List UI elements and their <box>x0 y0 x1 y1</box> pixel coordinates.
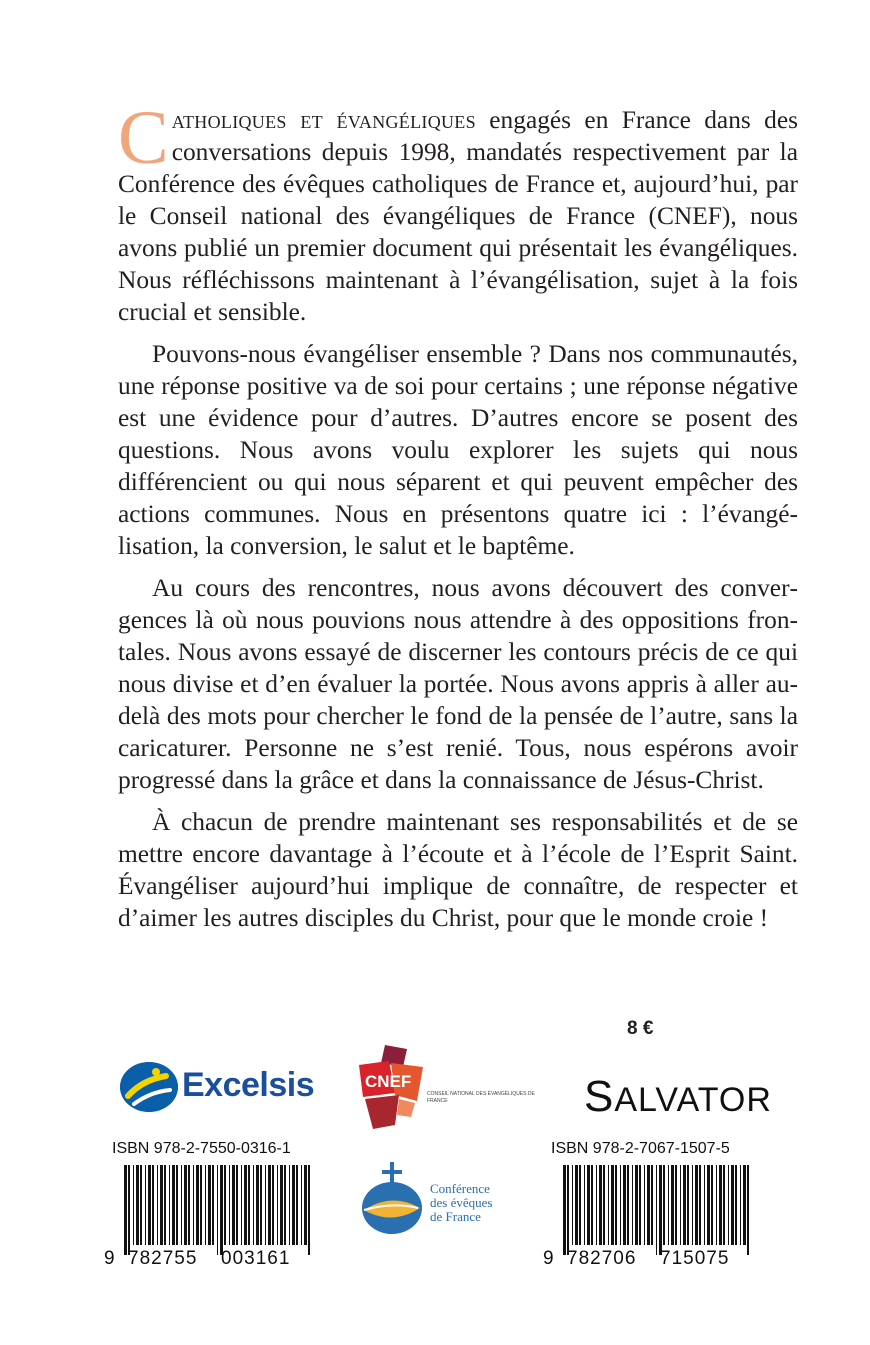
barcode-bar <box>707 1165 710 1245</box>
barcode-bar <box>217 1165 218 1255</box>
blurb-text <box>118 96 798 934</box>
barcode-bar <box>587 1165 590 1245</box>
barcode-bar <box>277 1165 278 1245</box>
paragraph-1 <box>118 96 798 328</box>
barcode-bar <box>723 1165 725 1245</box>
barcode-bar <box>728 1165 729 1245</box>
barcode-bar <box>632 1165 633 1245</box>
barcode-bar <box>304 1165 307 1245</box>
barcode-bar <box>140 1165 142 1245</box>
barcode-bar <box>265 1165 266 1245</box>
barcode-bar <box>253 1165 254 1245</box>
barcode-bar <box>292 1165 295 1245</box>
cef-name <box>430 1182 520 1224</box>
barcode-bar <box>200 1165 202 1245</box>
barcode-bar <box>181 1165 182 1245</box>
barcode-bar <box>704 1165 705 1245</box>
barcode-bar <box>671 1165 674 1245</box>
barcode-bar <box>651 1165 653 1245</box>
barcode-bar <box>224 1165 226 1245</box>
barcode-bar <box>711 1165 713 1245</box>
barcode-bar <box>584 1165 585 1245</box>
barcode-bar <box>232 1165 235 1245</box>
barcode-bar <box>692 1165 693 1245</box>
barcode-bar <box>133 1165 134 1245</box>
barcode-bar <box>244 1165 247 1245</box>
cef-fish-cross-icon <box>358 1162 428 1242</box>
barcode-left <box>120 1165 315 1255</box>
barcode-bar <box>687 1165 689 1245</box>
barcode-bar <box>743 1165 746 1245</box>
barcode-bar <box>572 1165 573 1245</box>
isbn-right: ISBN 978-2-7067-1507-5 <box>551 1140 730 1157</box>
barcode-bar <box>236 1165 238 1245</box>
barcode-bar <box>659 1165 662 1255</box>
barcode-bar <box>716 1165 717 1245</box>
barcode-bar <box>639 1165 641 1245</box>
barcode-bar <box>152 1165 154 1245</box>
barcode-bar <box>599 1165 602 1245</box>
barcode-bar <box>695 1165 698 1245</box>
barcode-bar <box>663 1165 665 1245</box>
excelsis-name: Excelsis <box>182 1066 315 1104</box>
barcode-bar <box>623 1165 626 1245</box>
barcode-bar <box>567 1165 569 1255</box>
barcode-bar <box>699 1165 701 1245</box>
barcode-bar <box>172 1165 175 1245</box>
barcode-bar <box>220 1165 223 1255</box>
barcode-bar <box>196 1165 199 1245</box>
barcode-bar <box>596 1165 597 1245</box>
barcode-bar <box>184 1165 187 1245</box>
cef-line-1: Conférence <box>430 1181 490 1196</box>
cnef-subtitle: CONSEIL NATIONAL DES ÉVANGÉLIQUES DE FRANCE <box>427 1091 535 1104</box>
barcode-bar <box>241 1165 242 1245</box>
barcode-bar <box>683 1165 686 1245</box>
cnef-logo <box>355 1045 535 1135</box>
barcode-bar <box>647 1165 650 1245</box>
barcode-bar <box>268 1165 271 1245</box>
barcode-bar <box>308 1165 310 1255</box>
barcode-bar <box>128 1165 130 1255</box>
barcode-bar <box>229 1165 230 1245</box>
drop-cap: C <box>118 96 169 180</box>
barcode-bar <box>260 1165 262 1245</box>
barcode-bar <box>164 1165 166 1245</box>
barcode-bar <box>615 1165 617 1245</box>
barcode-bar <box>747 1165 749 1255</box>
barcode-right <box>559 1165 754 1255</box>
excelsis-logo <box>120 1058 320 1118</box>
barcode-bar <box>620 1165 621 1245</box>
barcode-bar <box>740 1165 741 1245</box>
barcode-bar <box>563 1165 566 1255</box>
barcode-bar <box>611 1165 614 1245</box>
lead-smallcaps: atholiques et évangéliques <box>171 106 476 134</box>
barcode-bar <box>731 1165 734 1245</box>
barcode-bar <box>635 1165 638 1245</box>
barcode-bar <box>160 1165 163 1245</box>
barcode-left-digits-1: 782755 <box>128 1248 198 1269</box>
salvator-initial: S <box>584 1072 615 1121</box>
salvator-name: ALVATOR <box>614 1081 772 1119</box>
barcode-left-digit-0: 9 <box>104 1248 116 1269</box>
barcode-bar <box>208 1165 211 1245</box>
barcode-bar <box>136 1165 139 1245</box>
paragraph-2: Pouvons-nous évangéliser ensemble ? Dans nos communautés, une réponse positive va de soi pour certains ; une réponse négative est une évidence pour d’autres. D’autres encore se posent des questions. Nous avons voulu explorer les sujets qui nous différencient ou qui nous séparent et qui peuvent empêcher des actions communes. Nous en présentons quatre ici : l’évangélisation, la conversion, le salut et le baptême. <box>118 340 798 560</box>
price-label: 8 € <box>627 1018 654 1039</box>
barcode-bar <box>680 1165 681 1245</box>
barcode-bar <box>603 1165 605 1245</box>
barcode-bar <box>289 1165 290 1245</box>
barcode-bar <box>148 1165 151 1245</box>
barcode-bar <box>212 1165 214 1245</box>
barcode-bar <box>719 1165 722 1245</box>
paragraph-4: À chacun de prendre maintenant ses responsabilités et de se mettre encore davantage à l’écoute et à l’école de l’Esprit Saint. Évangéliser aujourd’hui implique de connaître, de respecter et d’aimer les autres disciples du Christ, pour que le monde croie ! <box>118 808 798 932</box>
barcode-bar <box>591 1165 593 1245</box>
barcode-bar <box>188 1165 190 1245</box>
barcode-bar <box>301 1165 302 1245</box>
barcode-bar <box>627 1165 629 1245</box>
barcode-bar <box>608 1165 609 1245</box>
barcode-bar <box>157 1165 158 1245</box>
barcode-bar <box>145 1165 146 1245</box>
barcode-bar <box>296 1165 298 1245</box>
barcode-bar <box>272 1165 274 1245</box>
barcode-right-digit-0: 9 <box>543 1248 555 1269</box>
barcode-right-digits-1: 782706 <box>567 1248 637 1269</box>
barcode-bar <box>124 1165 127 1255</box>
excelsis-globe-icon <box>120 1062 178 1112</box>
barcode-bar <box>284 1165 286 1245</box>
cef-line-2: des évêques <box>430 1195 493 1210</box>
barcode-bar <box>169 1165 170 1245</box>
barcode-bar <box>675 1165 677 1245</box>
barcode-bar <box>575 1165 578 1245</box>
cnef-mark-icon <box>355 1045 435 1135</box>
barcode-bar <box>280 1165 283 1245</box>
salvator-logo <box>584 1072 772 1122</box>
barcode-left-digits-2: 003161 <box>221 1248 291 1269</box>
barcode-bar <box>735 1165 737 1245</box>
barcode-bar <box>176 1165 178 1245</box>
cef-line-3: de France <box>430 1209 481 1224</box>
barcode-bar <box>205 1165 206 1245</box>
barcode-bar <box>656 1165 657 1255</box>
barcode-bar <box>668 1165 669 1245</box>
barcode-bar <box>193 1165 194 1245</box>
cef-logo <box>358 1162 518 1242</box>
barcode-bar <box>256 1165 259 1245</box>
paragraph-3: Au cours des rencontres, nous avons découvert des convergences là où nous pouvions nous attendre à des oppositions frontales. Nous avons essayé de discerner les contours précis de ce qui nous divise et d’en évaluer la portée. Nous avons appris à aller au-delà des mots pour chercher le fond de la pensée de l’autre, sans la caricaturer. Personne ne s’est renié. Tous, nous espérons avoir progressé dans la grâce et dans la connaissance de Jésus-Christ. <box>118 574 798 794</box>
barcode-bar <box>644 1165 645 1245</box>
isbn-left: ISBN 978-2-7550-0316-1 <box>112 1140 291 1157</box>
barcode-right-digits-2: 715075 <box>660 1248 730 1269</box>
barcode-bar <box>579 1165 581 1245</box>
cnef-acronym: CNEF <box>365 1072 412 1091</box>
paragraph-1-text: engagés en France dans des conversations depuis 1998, mandatés respectivement par la Conférence des évêques catholiques de France et, aujourd’hui, par le Conseil national des évangéliques de France (CNEF), nous avons publié un premier document qui présentait les évangéliques. Nous réfléchissons maintenant à l’évangélisation, sujet à la fois crucial et sensible. <box>118 106 798 326</box>
barcode-bar <box>248 1165 250 1245</box>
